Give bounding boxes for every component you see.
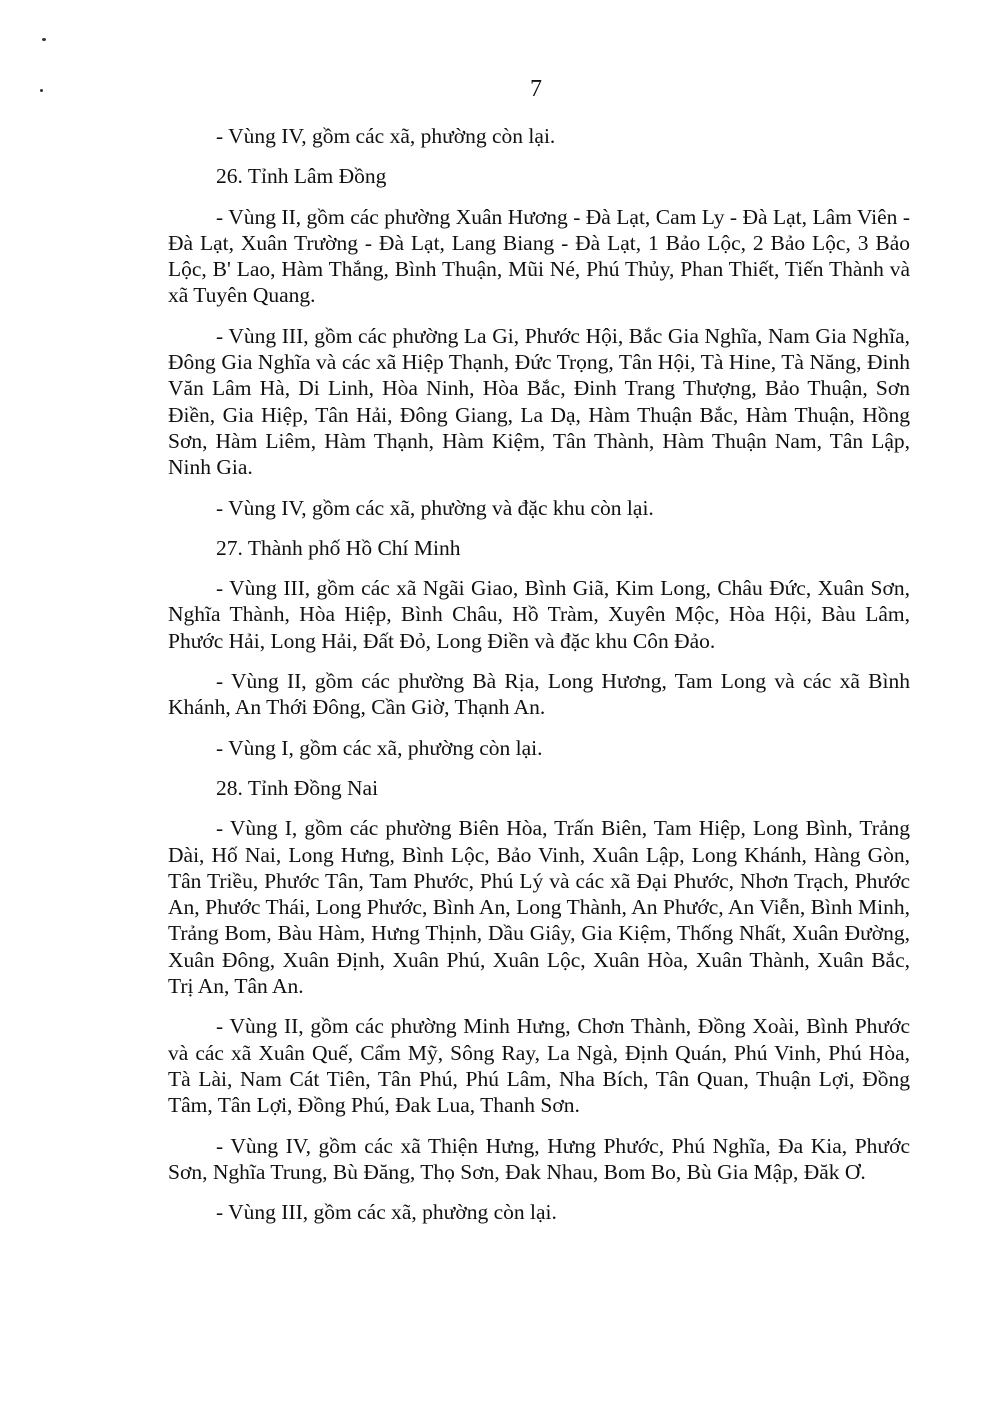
paragraph-dong-nai-vung-i: - Vùng I, gồm các phường Biên Hòa, Trấn Biên, Tam Hiệp, Long Bình, Trảng Dài, Hố Nai, Long Hưng, Bình Lộc, Bảo Vinh, Xuân Lập, Long Khánh, Hàng Gòn, Tân Triều, Phước Tân, Tam Phước, Phú Lý và các xã Đại Phước, Nhơn Trạch, Phước An, Phước Thái, Long Phước, Bình An, Long Thành, An Phước, An Viễn, Bình Minh, Trảng Bom, Bàu Hàm, Hưng Thịnh, Dầu Giây, Gia Kiệm, Thống Nhất, Xuân Đường, Xuân Đông, Xuân Định, Xuân Phú, Xuân Lộc, Xuân Hòa, Xuân Thành, Xuân Bắc, Trị An, Tân An. bbox=[168, 816, 910, 999]
paragraph-vung-iv-remaining: - Vùng IV, gồm các xã, phường còn lại. bbox=[216, 124, 556, 148]
paragraph-lam-dong-vung-iv: - Vùng IV, gồm các xã, phường và đặc khu còn lại. bbox=[216, 495, 654, 520]
paragraph-hcm-vung-i: - Vùng I, gồm các xã, phường còn lại. bbox=[216, 735, 543, 760]
paragraph-lam-dong-vung-ii: - Vùng II, gồm các phường Xuân Hương - Đà Lạt, Cam Ly - Đà Lạt, Lâm Viên - Đà Lạt, Xuân Trường - Đà Lạt, Lang Biang - Đà Lạt, 1 Bảo Lộc, 2 Bảo Lộc, 3 Bảo Lộc, B' Lao, Hàm Thắng, Bình Thuận, Mũi Né, Phú Thủy, Phan Thiết, Tiến Thành và xã Tuyên Quang. bbox=[168, 204, 910, 308]
paragraph-dong-nai-vung-iii: - Vùng III, gồm các xã, phường còn lại. bbox=[216, 1200, 557, 1225]
paragraph-dong-nai-vung-ii: - Vùng II, gồm các phường Minh Hưng, Chơn Thành, Đồng Xoài, Bình Phước và các xã Xuân Quế, Cẩm Mỹ, Sông Ray, La Ngà, Định Quán, Phú Vinh, Phú Hòa, Tà Lài, Nam Cát Tiên, Tân Phú, Phú Lâm, Nha Bích, Tân Quan, Thuận Lợi, Đồng Tâm, Tân Lợi, Đồng Phú, Đak Lua, Thanh Sơn. bbox=[168, 1014, 910, 1118]
document-body bbox=[168, 123, 910, 1225]
section-heading-ho-chi-minh: 27. Thành phố Hồ Chí Minh bbox=[216, 535, 461, 560]
section-heading-dong-nai: 28. Tỉnh Đồng Nai bbox=[216, 775, 379, 800]
section-heading-lam-dong: 26. Tỉnh Lâm Đồng bbox=[216, 164, 387, 189]
scan-speck bbox=[42, 38, 46, 41]
page-number: 7 bbox=[530, 76, 542, 102]
paragraph-lam-dong-vung-iii: - Vùng III, gồm các phường La Gi, Phước Hội, Bắc Gia Nghĩa, Nam Gia Nghĩa, Đông Gia Nghĩa và các xã Hiệp Thạnh, Đức Trọng, Tân Hội, Tà Hine, Tà Năng, Đinh Văn Lâm Hà, Di Linh, Hòa Ninh, Hòa Bắc, Đinh Trang Thượng, Bảo Thuận, Sơn Điền, Gia Hiệp, Tân Hải, Đông Giang, La Dạ, Hàm Thuận Bắc, Hàm Thuận, Hồng Sơn, Hàm Liêm, Hàm Thạnh, Hàm Kiệm, Tân Thành, Hàm Thuận Nam, Tân Lập, Ninh Gia. bbox=[168, 323, 910, 480]
paragraph-dong-nai-vung-iv: - Vùng IV, gồm các xã Thiện Hưng, Hưng Phước, Phú Nghĩa, Đa Kia, Phước Sơn, Nghĩa Trung, Bù Đăng, Thọ Sơn, Đak Nhau, Bom Bo, Bù Gia Mập, Đăk Ơ. bbox=[168, 1133, 910, 1184]
paragraph-hcm-vung-iii: - Vùng III, gồm các xã Ngãi Giao, Bình Giã, Kim Long, Châu Đức, Xuân Sơn, Nghĩa Thành, Hòa Hiệp, Bình Châu, Hồ Tràm, Xuyên Mộc, Hòa Hội, Bàu Lâm, Phước Hải, Long Hải, Đất Đỏ, Long Điền và đặc khu Côn Đảo. bbox=[168, 576, 910, 653]
paragraph-hcm-vung-ii: - Vùng II, gồm các phường Bà Rịa, Long Hương, Tam Long và các xã Bình Khánh, An Thới Đông, Cần Giờ, Thạnh An. bbox=[168, 669, 910, 720]
